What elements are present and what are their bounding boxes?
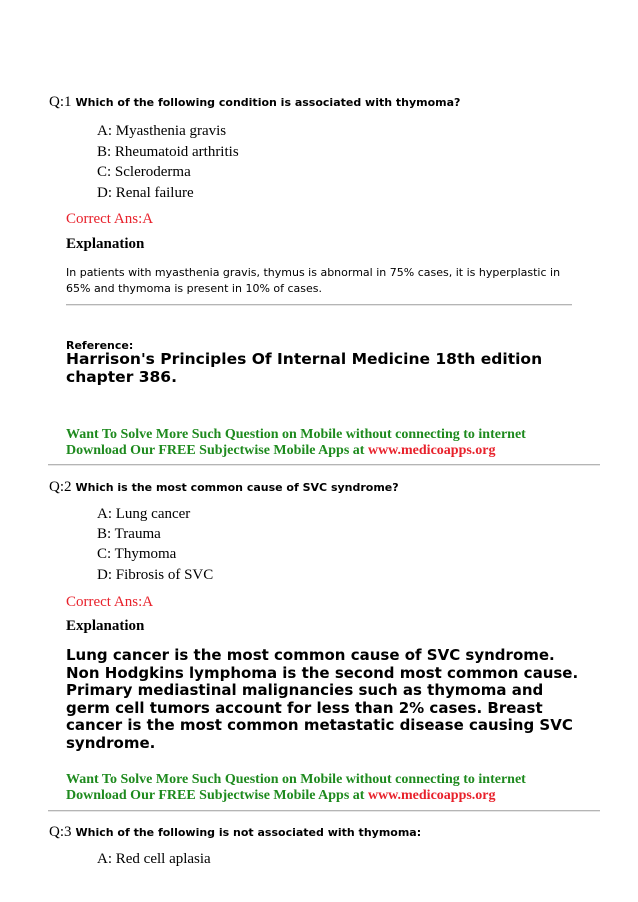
medicoapps-link[interactable]: www.medicoapps.org (367, 443, 496, 458)
question-divider (48, 810, 600, 812)
promo-line-1: Want To Solve More Such Question on Mobile without connecting to internet (66, 772, 526, 787)
medicoapps-link[interactable]: www.medicoapps.org (367, 788, 496, 803)
correct-answer: Correct Ans:A (66, 211, 154, 227)
reference-label: Reference: (66, 339, 134, 352)
promo-line-2 (66, 788, 496, 804)
option-a: A: Lung cancer (97, 506, 191, 522)
question-text: Which is the most common cause of SVC syndrome? (75, 481, 399, 494)
question-divider (48, 464, 600, 466)
reference-title: Harrison's Principles Of Internal Medicine 18th edition chapter 386. (66, 350, 543, 386)
question-number: Q:2 (49, 479, 72, 495)
explanation-text: In patients with myasthenia gravis, thymus is abnormal in 75% cases, it is hyperplastic in 65% and thymoma is present in 10% of cases. (66, 266, 561, 295)
option-a: A: Red cell aplasia (97, 851, 211, 867)
divider (66, 304, 572, 306)
explanation-heading: Explanation (66, 236, 145, 252)
promo-line-2 (66, 443, 496, 459)
explanation-heading: Explanation (66, 618, 145, 634)
option-c: C: Thymoma (97, 546, 177, 562)
correct-answer: Correct Ans:A (66, 594, 154, 610)
promo-text: Download Our FREE Subjectwise Mobile Apps at (66, 443, 365, 458)
option-d: D: Fibrosis of SVC (97, 567, 214, 583)
explanation-text: Lung cancer is the most common cause of SVC syndrome. Non Hodgkins lymphoma is the second most common cause. Primary mediastinal malignancies such as thymoma and germ cell tumors account for less than 2% cases. Breast cancer is the most common metastatic disease causing SVC syndrome. (66, 646, 579, 752)
question-text: Which of the following condition is associated with thymoma? (75, 96, 461, 109)
promo-line-1: Want To Solve More Such Question on Mobile without connecting to internet (66, 427, 526, 442)
promo-text: Download Our FREE Subjectwise Mobile Apps at (66, 788, 365, 803)
question-number: Q:3 (49, 824, 72, 840)
question-number: Q:1 (49, 94, 72, 110)
question-2-header (49, 478, 399, 496)
option-b: B: Rheumatoid arthritis (97, 144, 239, 160)
question-text: Which of the following is not associated with thymoma: (75, 826, 422, 839)
option-d: D: Renal failure (97, 185, 194, 201)
option-c: C: Scleroderma (97, 164, 191, 180)
option-a: A: Myasthenia gravis (97, 123, 227, 139)
option-b: B: Trauma (97, 526, 161, 542)
question-1-header (49, 93, 460, 111)
question-3-header (49, 823, 421, 841)
